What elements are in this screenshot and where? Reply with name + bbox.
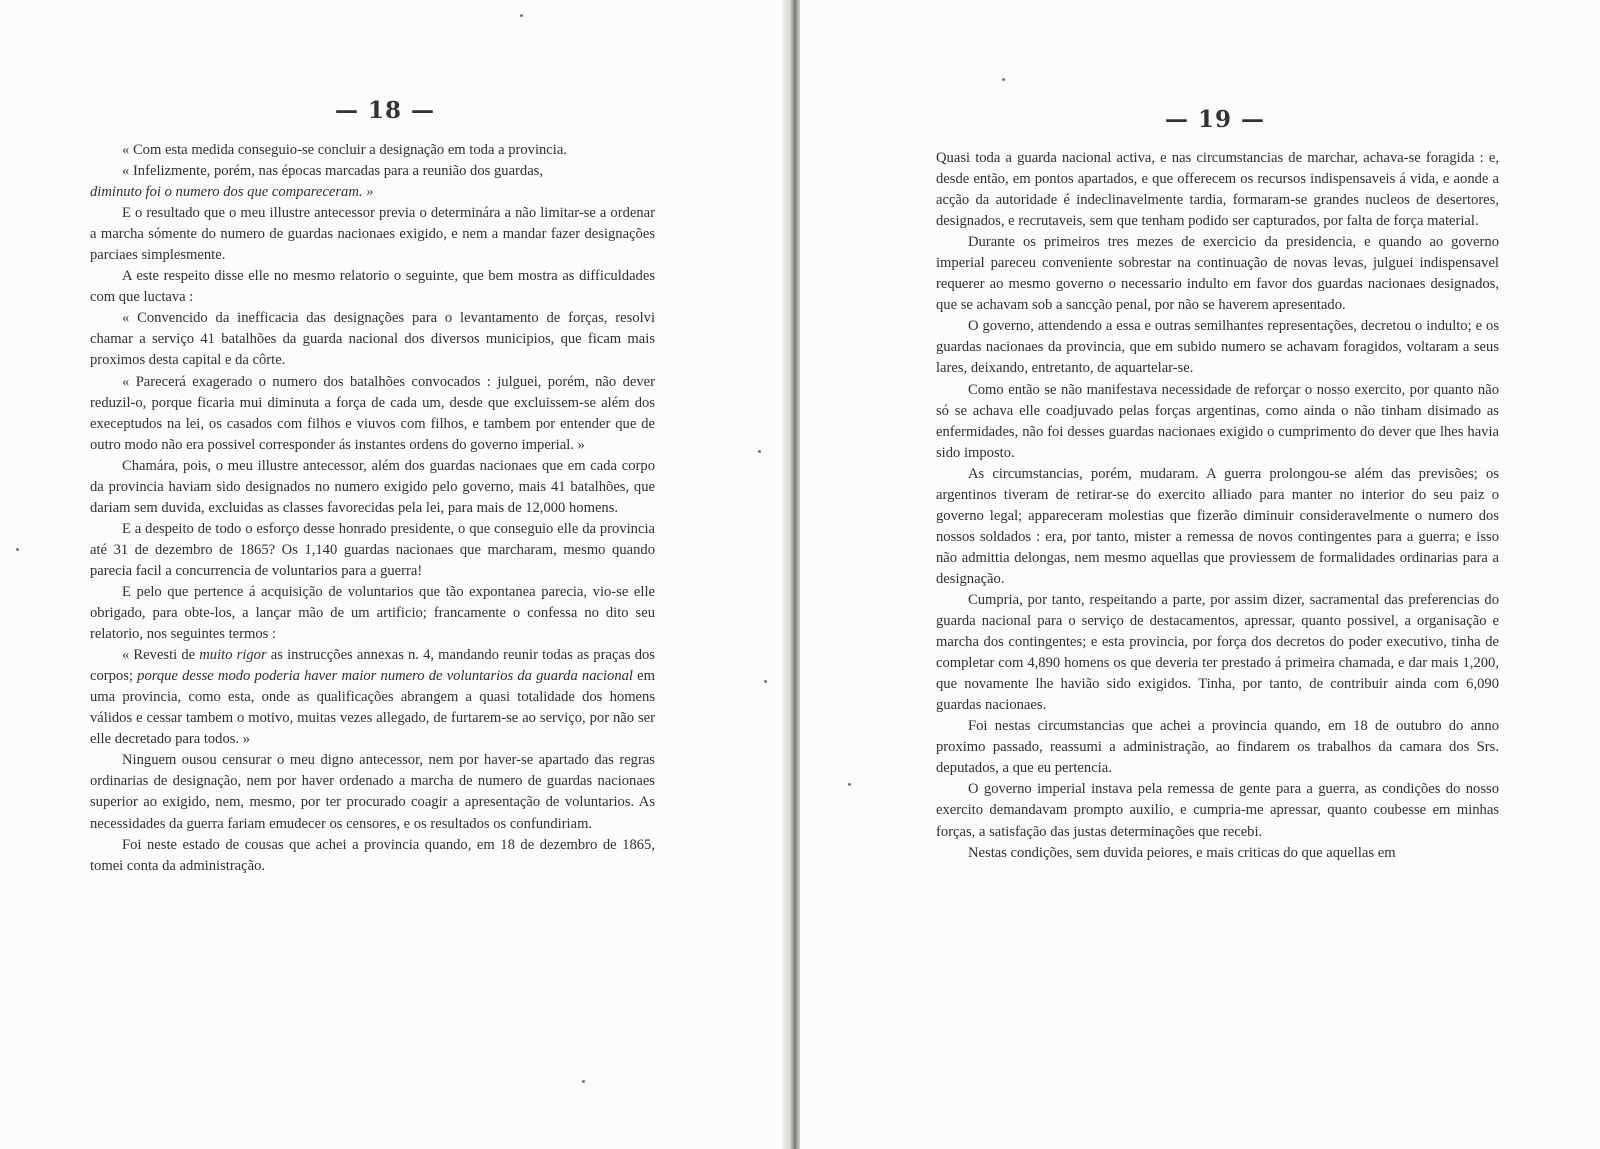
page-number-18: — 18 — (335, 97, 436, 124)
italic-text: muito rigor (199, 647, 267, 664)
paragraph: O governo, attendendo a essa e outras semilhantes representações, decretou o indulto; e os guardas nacionaes da provincia, que em subido numero se achavam foragidos, voltaram a seus lares, deixando, entretanto, de aquartelar-se. (936, 318, 1499, 377)
paragraph: As circumstancias, porém, mudaram. A guerra prolongou-se além das previsões; os argentinos tiveram de retirar-se do exercito alliado para manter no interior do seu paiz o governo legal; appareceram molestias que fizerão diminuir consideravelmente o numero dos nossos soldados : era, por tanto, mister a remessa de novos contingentes para a guerra; e isso não admittia delongas, nem mesmo aquellas que proviessem de formalidades ordinarias para a designação. (936, 465, 1499, 587)
paragraph: A este respeito disse elle no mesmo relatorio o seguinte, que bem mostra as difficuldades com que luctava : (90, 268, 655, 306)
right-page-text (936, 148, 1499, 864)
paragraph: Nestas condições, sem duvida peiores, e mais criticas do que aquellas em (968, 844, 1396, 861)
paragraph: E pelo que pertence á acquisição de voluntarios que tão expontanea parecia, vio-se elle obrigado, para obte-los, a lançar mão de um artificio; francamente o confessa no dito seu relatorio, nos seguintes termos : (90, 583, 655, 643)
right-page (800, 0, 1600, 1149)
paper-speck (764, 680, 767, 683)
left-page (0, 0, 790, 1149)
paragraph: Durante os primeiros tres mezes de exercicio da presidencia, e quando ao governo imperial pareceu conveniente sobrestar na continuação de novas levas, julguei indispensavel requerer ao mesmo governo o necessario indulto em favor dos guardas nacionaes designados, que se achavam sob a sancção penal, por não se haverem apresentado. (936, 234, 1499, 314)
paragraph: Cumpria, por tanto, respeitando a parte, por assim dizer, sacramental das preferencias do guarda nacional para o serviço de destacamentos, apressar, quanto possivel, a organisação e marcha dos contingentes; e esta provincia, por força dos decretos do poder executivo, tinha de completar com 4,890 homens os que deveria ter prestado á primeira chamada, e dar mais 1,200, que novamente lhe havião sido exigidos. Tinha, por tanto, de contribuir ainda com 6,090 guardas nacionaes. (936, 591, 1499, 714)
paragraph: Foi neste estado de cousas que achei a provincia quando, em 18 de dezembro de 1865, tomei conta da administração. (90, 836, 655, 874)
paragraph: Chamára, pois, o meu illustre antecessor, além dos guardas nacionaes que em cada corpo da provincia haviam sido designados no numero exigido pelo governo, mais 41 batalhões, que dariam sem duvida, excluidas as classes favorecidas pela lei, para mais de 12,000 homens. (90, 457, 655, 516)
paper-speck (520, 14, 523, 17)
page-number-19: — 19 — (1165, 106, 1266, 133)
paragraph: « Infelizmente, porém, nas épocas marcadas para a reunião dos guardas, (122, 163, 544, 180)
paragraph: E o resultado que o meu illustre antecessor previa o determinára a não limitar-se a ordenar a marcha sómente do numero de guardas nacionaes exigido, e nem a mandar fazer designações parciaes simplesmente. (90, 205, 655, 264)
paragraph: Foi nestas circumstancias que achei a provincia quando, em 18 de outubro do anno proximo passado, reassumi a administração, ao findarem os trabalhos da camara dos Srs. deputados, a que eu pertencia. (936, 718, 1499, 777)
paper-speck (1002, 78, 1005, 81)
paragraph: E a despeito de todo o esforço desse honrado presidente, o que conseguio elle da provincia até 31 de dezembro de 1865? Os 1,140 guardas nacionaes que marcharam, mesmo quando parecia facil a concurrencia de voluntarios para a guerra! (90, 520, 655, 579)
paragraph: Ninguem ousou censurar o meu digno antecessor, nem por haver-se apartado das regras ordinarias de designação, nem por haver ordenado a marcha de numero de guardas nacionaes superior ao exigido, nem, mesmo, por ter procurado coagir a apresentação de voluntarios. As necessidades da guerra fariam emudecer os censores, e os resultados os confundiriam. (90, 752, 655, 832)
paragraph: Como então se não manifestava necessidade de reforçar o nosso exercito, por quanto não só se achava elle coadjuvado pelas forças argentinas, como ainda o não tinham disimado as enfermidades, não foi desses guardas nacionaes exigido o cumprimento do dever que lhes havia sido imposto. (936, 381, 1499, 461)
italic-text: porque desse modo poderia haver maior numero de voluntarios da guarda nacional (137, 668, 633, 685)
italic-text: diminuto foi o numero dos que compareceram. » (90, 184, 374, 201)
text-span: em uma provincia, como esta, onde as qualificações abrangem a quasi totalidade dos homens válidos e cessar tambem o motivo, muitas vezes allegado, de furtarem-se ao serviço, por não ser elle decretado para todos. » (90, 668, 656, 748)
paragraph (90, 182, 655, 203)
text-span: « Revesti de (122, 647, 196, 664)
paragraph: Quasi toda a guarda nacional activa, e nas circumstancias de marchar, achava-se foragida : e, desde então, em pontos apartados, e que offerecem os recursos indispensaveis á vida, e aonde a acção da autoridade é indeclinavelmente tardia, formaram-se grandes nucleos de desertores, designados, e recrutaveis, sem que tenham podido ser capturados, por falta de força material. (936, 150, 1499, 230)
paper-speck (16, 548, 19, 551)
paper-speck (582, 1080, 585, 1083)
paragraph (90, 645, 655, 750)
left-page-text (90, 140, 655, 877)
paper-speck (758, 450, 761, 453)
paragraph: « Parecerá exagerado o numero dos batalhões convocados : julguei, porém, não dever reduzil-o, porque ficaria mui diminuta a força de cada um, desde que excluissem-se além dos execeptudos na lei, os casados com filhos e viuvos com filhos, e tambem por entender que de outro modo não era possivel corresponder ás instantes ordens do governo imperial. » (90, 373, 655, 453)
text-span: as instrucções annexas n. 4, mandando reunir todas as praças dos corpos; (90, 647, 655, 685)
paragraph: O governo imperial instava pela remessa de gente para a guerra, as condições do nosso exercito demandavam prompto auxilio, e cumpria-me apressar, quanto coubesse em minhas forças, a satisfação das justas determinações que recebi. (936, 781, 1499, 840)
paragraph: « Com esta medida conseguio-se concluir a designação em toda a provincia. (122, 142, 567, 158)
paper-speck (848, 783, 851, 786)
paragraph: « Convencido da inefficacia das designações para o levantamento de forças, resolvi chamar a serviço 41 batalhões da guarda nacional dos diversos municipios, que ficam mais proximos desta capital e da côrte. (90, 310, 655, 369)
